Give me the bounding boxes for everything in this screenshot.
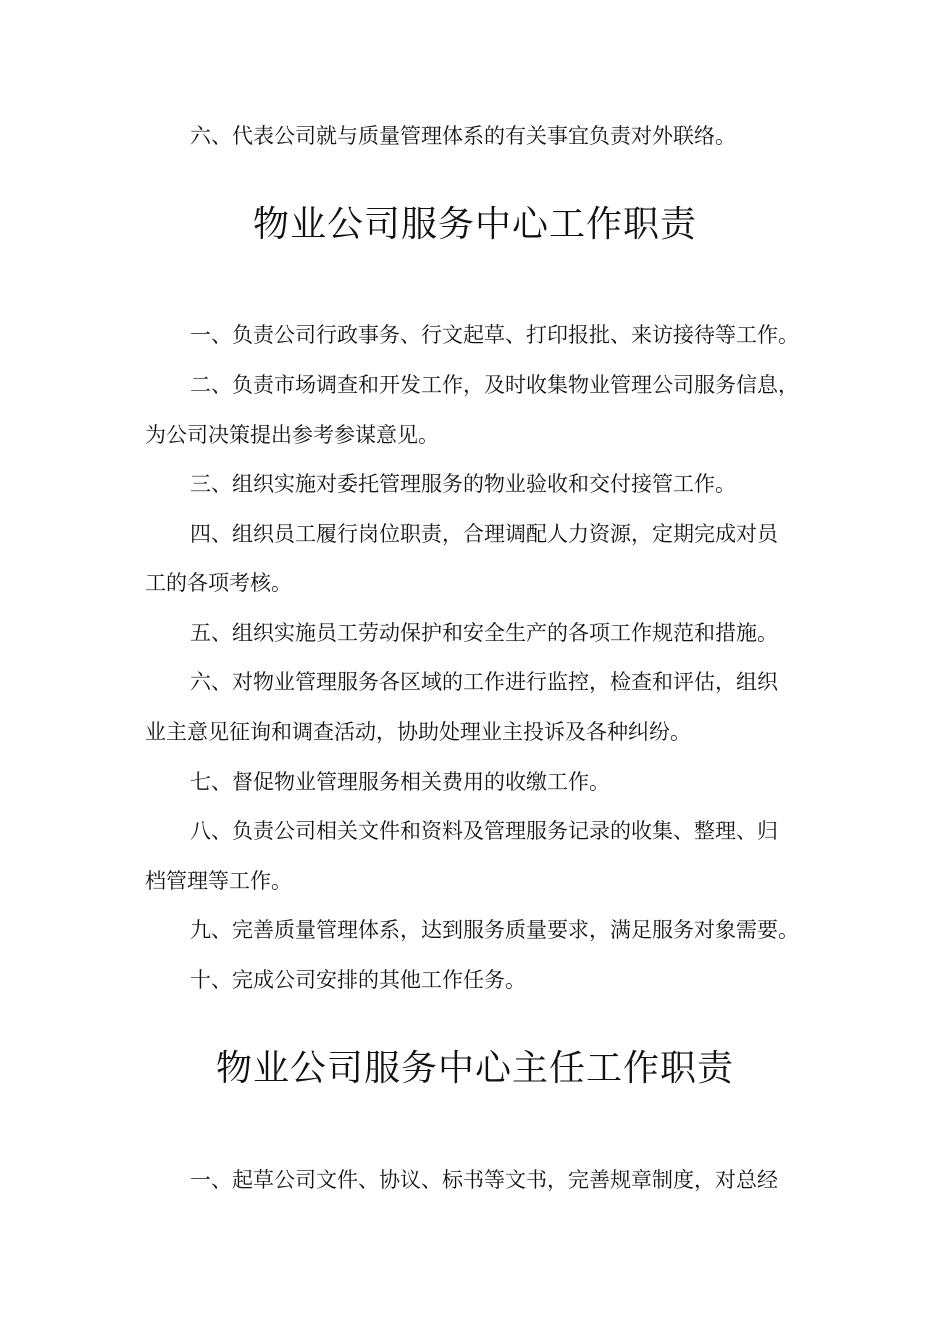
s1-item-2-line1: 二、负责市场调查和开发工作，及时收集物业管理公司服务信息， [190,373,799,397]
section1-title: 物业公司服务中心工作职责 [252,204,697,245]
s1-item-4-line2: 工的各项考核。 [145,571,292,595]
s1-item-2-line2: 为公司决策提出参考参谋意见。 [145,423,439,447]
section2-title: 物业公司服务中心主任工作职责 [215,1048,734,1089]
s1-item-8-line2: 档管理等工作。 [145,869,292,893]
s1-item-1-line1: 一、负责公司行政事务、行文起草、打印报批、来访接待等工作。 [190,323,799,347]
s1-item-7-line1: 七、督促物业管理服务相关费用的收缴工作。 [190,770,610,794]
s1-item-9-line1: 九、完善质量管理体系，达到服务质量要求，满足服务对象需要。 [190,918,799,942]
s1-item-6-line1: 六、对物业管理服务各区域的工作进行监控，检查和评估，组织 [190,670,778,694]
s1-item-3-line1: 三、组织实施对委托管理服务的物业验收和交付接管工作。 [190,472,736,496]
s2-item-1-line1: 一、起草公司文件、协议、标书等文书，完善规章制度，对总经 [190,1168,778,1192]
s1-item-5-line1: 五、组织实施员工劳动保护和安全生产的各项工作规范和措施。 [190,621,778,645]
s1-item-8-line1: 八、负责公司相关文件和资料及管理服务记录的收集、整理、归 [190,819,778,843]
s1-item-4-line1: 四、组织员工履行岗位职责，合理调配人力资源，定期完成对员 [190,522,778,546]
s1-item-10-line1: 十、完成公司安排的其他工作任务。 [190,968,526,992]
intro-line: 六、代表公司就与质量管理体系的有关事宜负责对外联络。 [190,124,736,148]
s1-item-6-line2: 业主意见征询和调查活动，协助处理业主投诉及各种纠纷。 [145,720,691,744]
